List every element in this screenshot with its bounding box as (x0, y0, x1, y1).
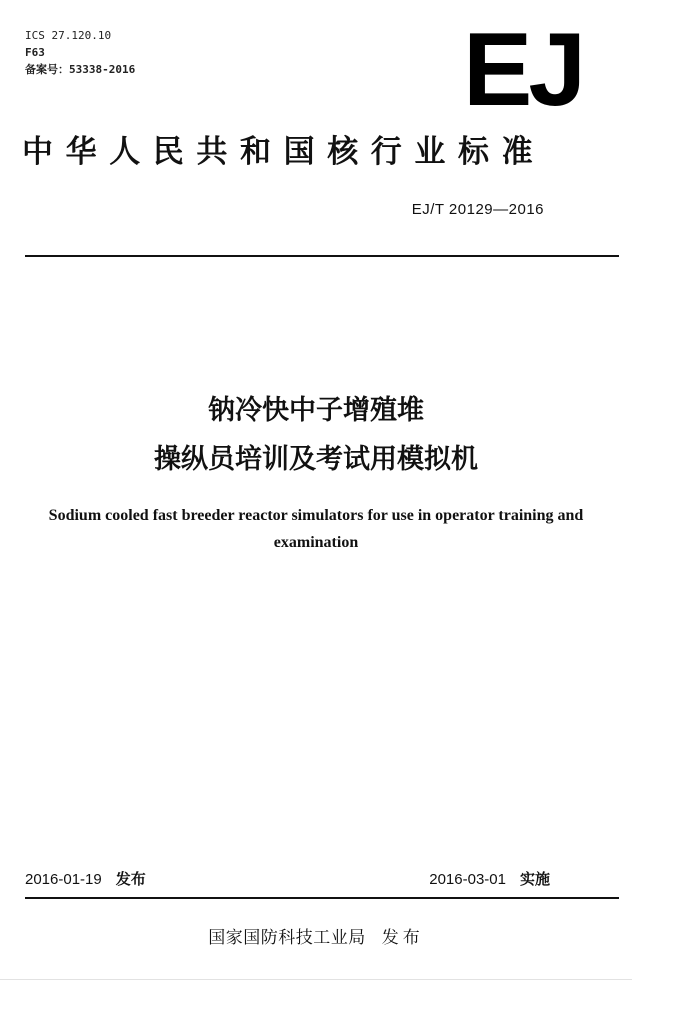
issuer-row (0, 927, 632, 949)
issuer-label: 发布 (381, 928, 424, 948)
top-divider (25, 255, 619, 257)
standard-title: 中华人民共和国核行业标准 (22, 134, 546, 170)
issuer-name: 国家国防科技工业局 (208, 928, 366, 948)
page-edge (0, 979, 632, 980)
ics-code: ICS 27.120.10 (25, 29, 112, 42)
publish-label: 发布 (115, 870, 146, 888)
publish-date-row (25, 869, 146, 890)
implement-date: 2016-03-01 (429, 871, 506, 888)
document-title-cn-line1: 钠冷快中子增殖堆 (208, 395, 424, 426)
record-number: 备案号：53338-2016 (25, 63, 136, 76)
document-title-en-line2: examination (273, 534, 359, 551)
implement-label: 实施 (519, 870, 550, 888)
publish-date: 2016-01-19 (25, 871, 102, 888)
document-title-cn-line2: 操纵员培训及考试用模拟机 (154, 444, 478, 475)
standard-number: EJ/T 20129—2016 (411, 201, 544, 218)
document-title-en-line1: Sodium cooled fast breeder reactor simulators for use in operator training and (48, 507, 584, 524)
category-code: F63 (25, 46, 45, 59)
ej-logo: EJ (463, 12, 583, 128)
implement-date-row (429, 869, 550, 890)
bottom-divider (25, 897, 619, 899)
